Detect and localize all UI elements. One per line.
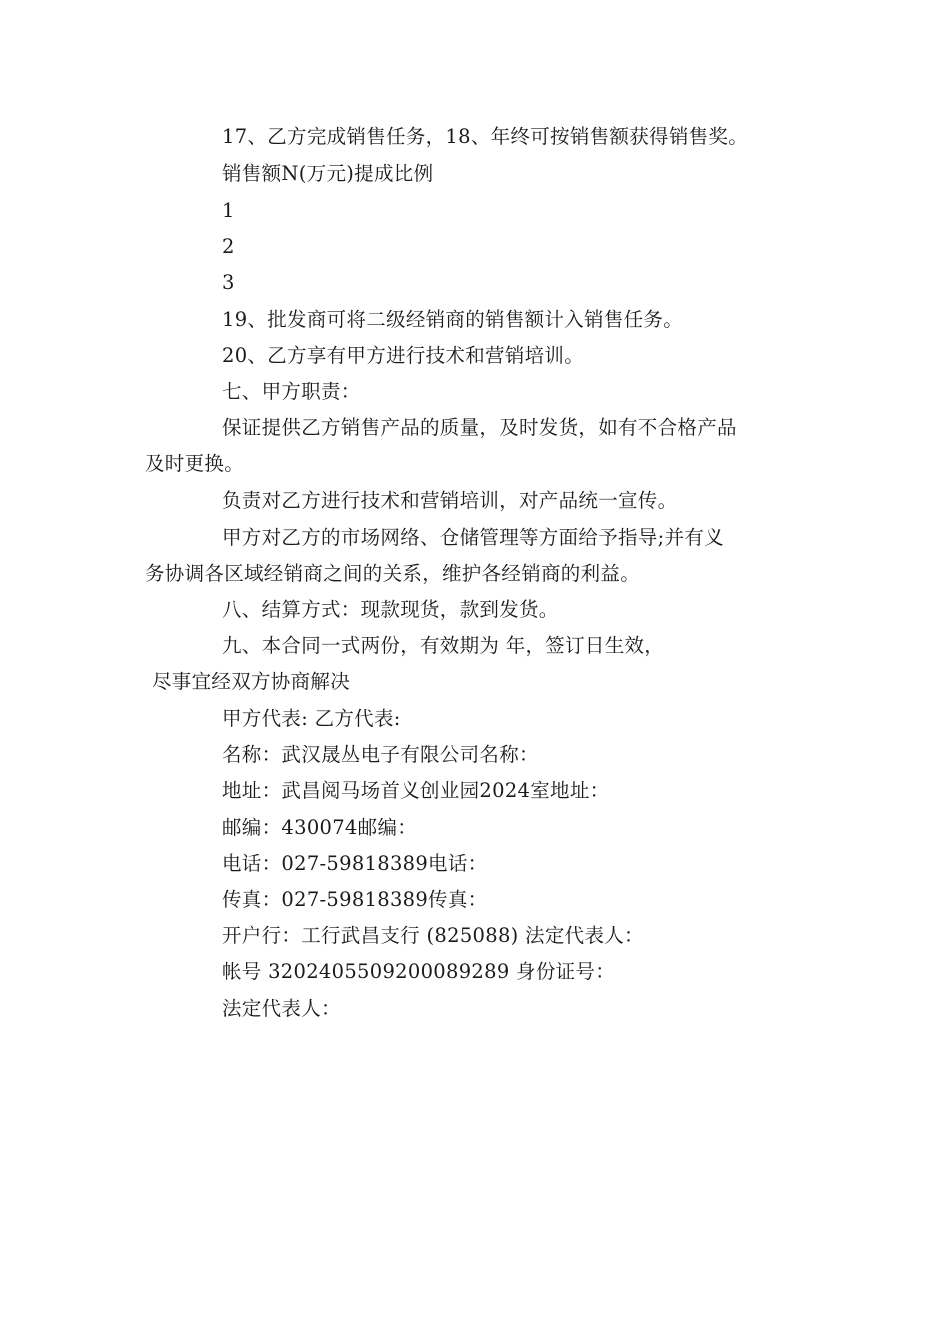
legal-representative: 法定代表人： [222,997,341,1020]
commission-row-3: 3 [222,271,235,294]
section-7-heading: 七、甲方职责： [222,380,361,403]
company-address: 地址：武昌阅马场首义创业园2024室地址： [222,779,610,802]
party-a-duty-1: 保证提供乙方销售产品的质量，及时发货，如有不合格产品 [222,416,737,439]
commission-row-1: 1 [222,199,235,222]
party-a-duty-3-cont: 务协调各区域经销商之间的关系，维护各经销商的利益。 [145,562,641,585]
fax: 传真：027-59818389传真： [222,888,488,911]
commission-table-header: 销售额N(万元)提成比例 [222,162,434,185]
party-a-duty-1-cont: 及时更换。 [145,452,245,475]
postal-code: 邮编：430074邮编： [222,816,418,839]
clause-19: 19、批发商可将二级经销商的销售额计入销售任务。 [222,308,684,331]
section-9-copies: 九、本合同一式两份，有效期为 年，签订日生效， [222,634,665,657]
party-a-duty-3: 甲方对乙方的市场网络、仓储管理等方面给予指导;并有义 [222,526,724,549]
bank: 开户行：工行武昌支行 (825088) 法定代表人： [222,924,644,947]
telephone: 电话：027-59818389电话： [222,852,488,875]
account-number: 帐号 3202405509200089289 身份证号： [222,960,616,983]
representatives: 甲方代表: 乙方代表: [222,707,401,730]
section-8-settlement: 八、结算方式：现款现货，款到发货。 [222,598,559,621]
clause-17-18: 17、乙方完成销售任务，18、年终可按销售额获得销售奖。 [222,125,749,148]
commission-row-2: 2 [222,235,235,258]
section-9-cont: 尽事宜经双方协商解决 [152,670,351,693]
party-a-duty-2: 负责对乙方进行技术和营销培训，对产品统一宣传。 [222,489,678,512]
company-name: 名称：武汉晟丛电子有限公司名称： [222,743,539,766]
clause-20: 20、乙方享有甲方进行技术和营销培训。 [222,344,585,367]
